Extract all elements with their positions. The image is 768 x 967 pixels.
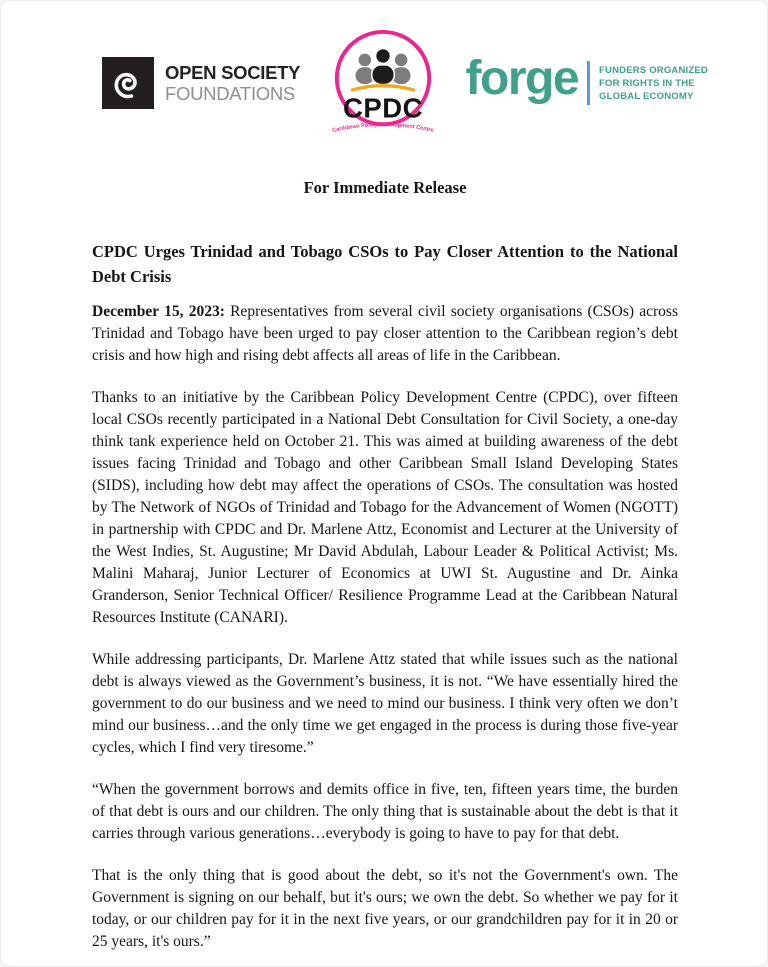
forge-tagline-line3: GLOBAL ECONOMY xyxy=(599,90,694,102)
forge-tagline-line2: FOR RIGHTS IN THE xyxy=(599,77,695,89)
forge-wordmark: forge xyxy=(465,52,579,105)
cpdc-logo xyxy=(324,27,442,139)
paragraph-dateline xyxy=(92,301,678,367)
dateline-lead: December 15, 2023: xyxy=(92,303,225,320)
paragraph-borrow-quote xyxy=(92,779,678,845)
svg-text:Caribbean Policy Development C xyxy=(332,122,435,134)
osf-name-line2: FOUNDATIONS xyxy=(165,83,295,104)
paragraph-text: Representatives from several civil society organisations (CSOs) across Trinidad and Tobago have been urged to pay closer attention to the Caribbean region’s debt crisis and how high and rising debt affects all areas of life in the Caribbean. xyxy=(92,303,678,364)
forge-logo xyxy=(465,52,708,109)
paragraph-text: That is the only thing that is good about the debt, so it's not the Government's own. The Government is signing on our behalf, but it's ours; we own the debt. So whether we pay for it today, or our children pay for it in the next five years, or our grandchildren pay for it in 20 or 25 years, it's ours.” xyxy=(92,867,678,950)
forge-tagline xyxy=(599,64,708,103)
forge-divider-bar xyxy=(587,61,590,105)
paragraph-text: Thanks to an initiative by the Caribbean Policy Development Centre (CPDC), over fifteen local CSOs recently participated in a National Debt Consultation for Civil Society, a one-day think tank experience held on October 21. This was aimed at building awareness of the debt issues facing Trinidad and Tobago and other Caribbean Small Island Developing States (SIDS), including how debt may affect the operations of CSOs. The consultation was hosted by The Network of NGOs of Trinidad and Tobago for the Advancement of Women (NGOTT) in partnership with CPDC and Dr. Marlene Attz, Economist and Lecturer at the University of the West Indies, St. Augustine; Mr David Abdulah, Labour Leader & Political Activist; Ms. Malini Maharaj, Junior Lecturer of Economics at UWI St. Augustine and Dr. Ainka Granderson, Senior Technical Officer/ Resilience Programme Lead at the Caribbean Natural Resources Institute (CANARI). xyxy=(92,389,678,626)
cpdc-tagline: Caribbean Policy Development Centre xyxy=(331,122,435,134)
release-label: For Immediate Release xyxy=(303,178,467,197)
osf-wordmark xyxy=(165,62,300,104)
paragraph-text: “When the government borrows and demits office in five, ten, fifteen years time, the burden of that debt is ours and our children. The only thing that is sustainable about the debt is that it carries through various generations…everybody is going to have to pay for that debt. xyxy=(92,781,678,842)
cpdc-acronym: CPDC xyxy=(342,92,423,124)
cpdc-badge-icon xyxy=(324,27,442,139)
logo-row xyxy=(0,28,768,138)
osf-logo xyxy=(102,57,300,109)
paragraph-attz-quote xyxy=(92,649,678,759)
paragraph-ownership-quote xyxy=(92,865,678,953)
document-body xyxy=(92,178,678,953)
forge-tagline-line1: FUNDERS ORGANIZED xyxy=(599,64,708,76)
paragraph-text: While addressing participants, Dr. Marlene Attz stated that while issues such as the national debt is always viewed as the Government’s business, it is not. “We have essentially hired the government to do our business and we need to mind our business. I think very often we don’t mind our business…and the only time we get engaged in the process is during those five-year cycles, which I find very tiresome.” xyxy=(92,651,678,756)
headline: CPDC Urges Trinidad and Tobago CSOs to Pay Closer Attention to the National Debt Crisis xyxy=(92,242,678,286)
osf-spiral-icon xyxy=(102,57,154,109)
person-center-icon xyxy=(372,49,395,85)
paragraph-consultation xyxy=(92,387,678,629)
osf-name-line1: OPEN SOCIETY xyxy=(165,62,301,83)
